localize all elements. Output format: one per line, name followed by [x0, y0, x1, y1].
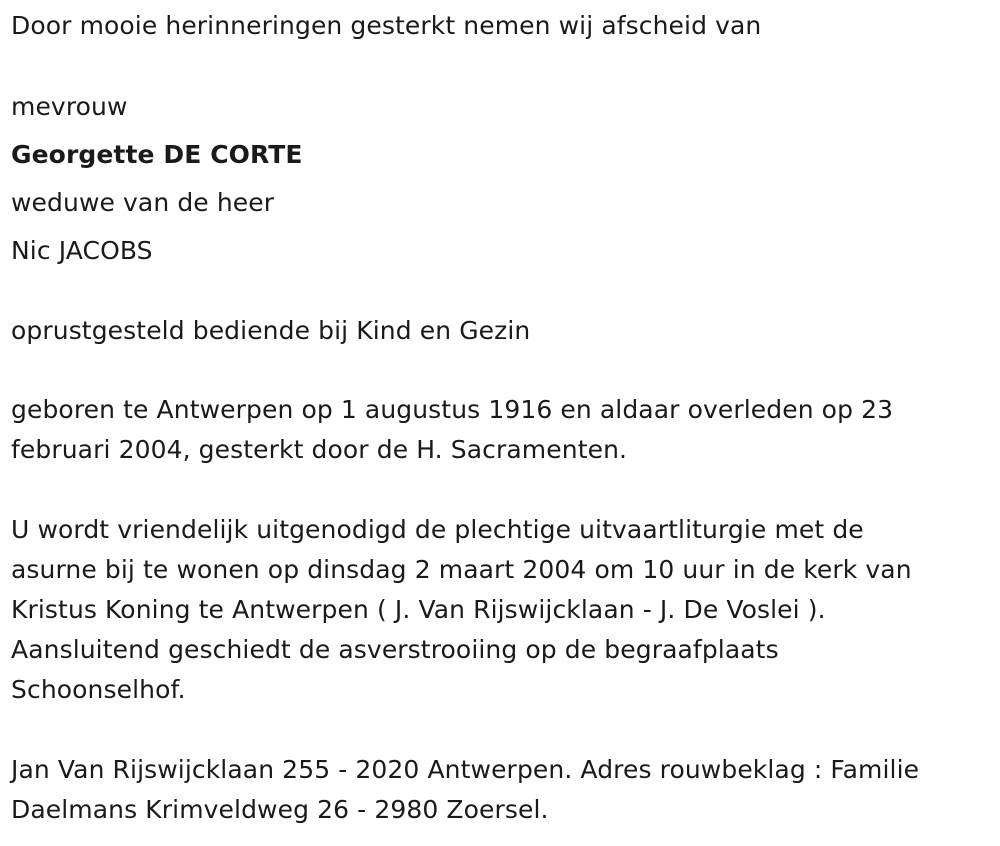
- spouse-name: Nic JACOBS: [11, 236, 153, 265]
- ceremony-line: U wordt vriendelijk uitgenodigd de plechtige uitvaartliturgie met de: [11, 515, 864, 544]
- ceremony-line: asurne bij te wonen op dinsdag 2 maart 2004 om 10 uur in de kerk van: [11, 555, 912, 584]
- occupation-text: oprustgesteld bediende bij Kind en Gezin: [11, 316, 531, 345]
- relation-text: weduwe van de heer: [11, 188, 275, 217]
- ceremony-line: Kristus Koning te Antwerpen ( J. Van Rijswijcklaan - J. De Voslei ).: [11, 595, 826, 624]
- intro-text: Door mooie herinneringen gesterkt nemen wij afscheid van: [11, 11, 762, 40]
- birth-death-line: geboren te Antwerpen op 1 augustus 1916 en aldaar overleden op 23: [11, 395, 894, 424]
- birth-death-paragraph: [11, 390, 986, 470]
- address-line: Daelmans Krimveldweg 26 - 2980 Zoersel.: [11, 795, 549, 824]
- deceased-name: Georgette DE CORTE: [11, 140, 303, 169]
- ceremony-line: Schoonselhof.: [11, 675, 186, 704]
- address-paragraph: [11, 750, 986, 830]
- ceremony-paragraph: [11, 510, 986, 710]
- salutation-text: mevrouw: [11, 92, 128, 121]
- birth-death-line: februari 2004, gesterkt door de H. Sacramenten.: [11, 435, 628, 464]
- ceremony-line: Aansluitend geschiedt de asverstrooiing op de begraafplaats: [11, 635, 779, 664]
- address-line: Jan Van Rijswijcklaan 255 - 2020 Antwerpen. Adres rouwbeklag : Familie: [11, 755, 920, 784]
